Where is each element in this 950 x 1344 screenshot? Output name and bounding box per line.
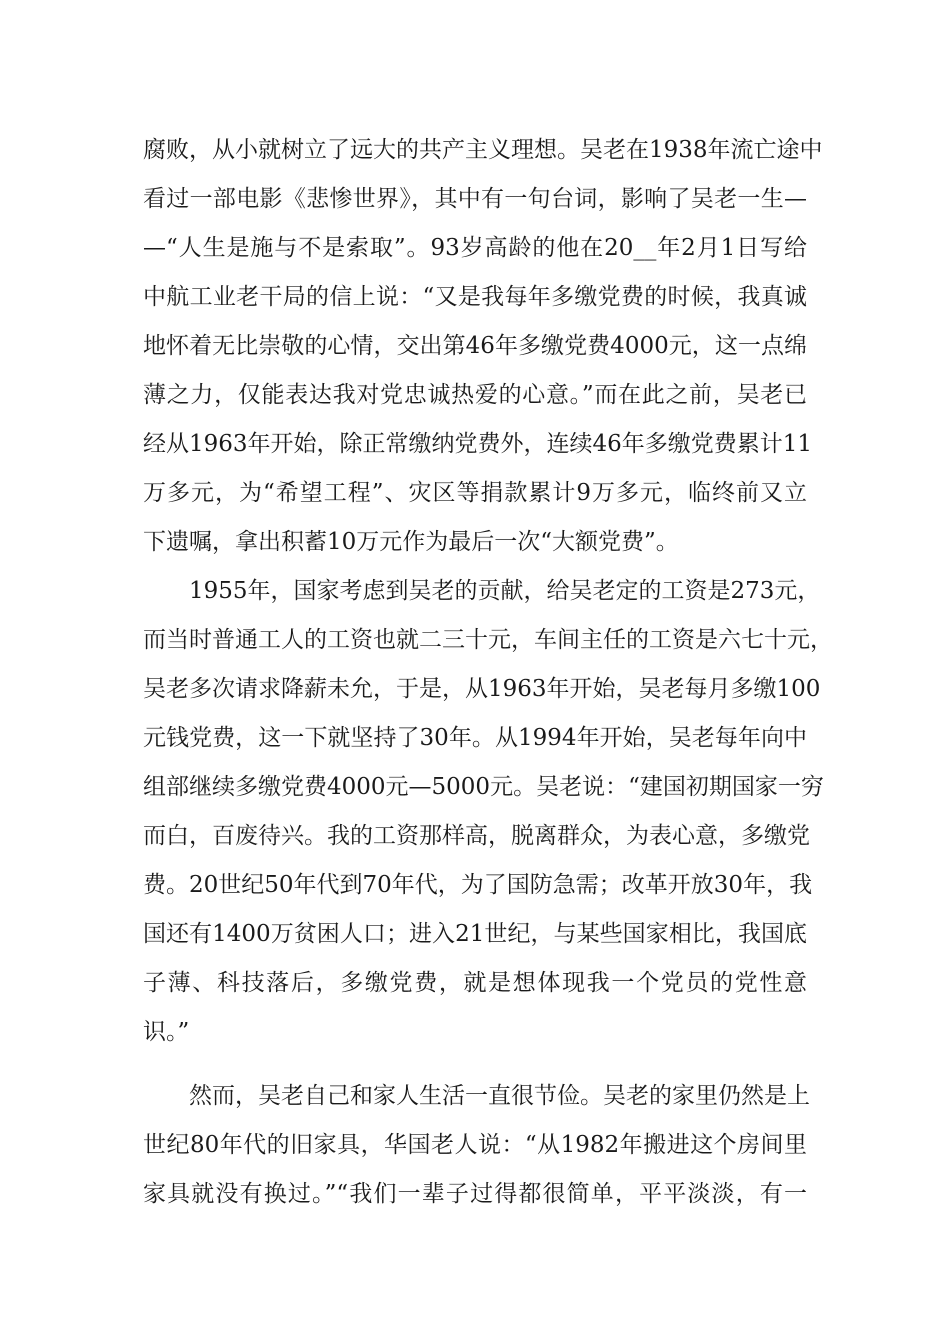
paragraph-2-line-4: 元钱党费，这一下就坚持了30年。从1994年开始，吴老每年向中: [143, 725, 807, 751]
paragraph-1-line-6: 薄之力，仅能表达我对党忠诚热爱的心意。”而在此之前，吴老已: [143, 382, 807, 408]
paragraph-2-line-3: 吴老多次请求降薪未允，于是，从1963年开始，吴老每月多缴100: [143, 676, 821, 702]
paragraph-2-line-7: 费。20世纪50年代到70年代，为了国防急需；改革开放30年，我: [143, 872, 813, 898]
paragraph-1-line-5: 地怀着无比崇敬的心情，交出第46年多缴党费4000元，这一点绵: [143, 333, 807, 359]
paragraph-1-line-1: 腐败，从小就树立了远大的共产主义理想。吴老在1938年流亡途中: [143, 137, 823, 163]
paragraph-3-line-2: 世纪80年代的旧家具，华国老人说：“从1982年搬进这个房间里: [143, 1132, 807, 1158]
paragraph-2-line-2: 而当时普通工人的工资也就二三十元，车间主任的工资是六七十元，: [143, 627, 833, 653]
paragraph-1-line-2: 看过一部电影《悲惨世界》，其中有一句台词，影响了吴老一生—: [143, 186, 807, 212]
paragraph-1-line-9: 下遗嘱，拿出积蓄10万元作为最后一次“大额党费”。: [143, 529, 679, 555]
paragraph-2-line-6: 而白，百废待兴。我的工资那样高，脱离群众，为表心意，多缴党: [143, 823, 810, 849]
paragraph-2-line-9: 子薄、科技落后，多缴党费，就是想体现我一个党员的党性意: [143, 970, 807, 996]
paragraph-2-line-8: 国还有1400万贫困人口；进入21世纪，与某些国家相比，我国底: [143, 921, 807, 947]
paragraph-1-line-8: 万多元，为“希望工程”、灾区等捐款累计9万多元，临终前又立: [143, 480, 807, 506]
paragraph-1-line-4: 中航工业老干局的信上说：“又是我每年多缴党费的时候，我真诚: [143, 284, 807, 310]
paragraph-3-line-1: 然而，吴老自己和家人生活一直很节俭。吴老的家里仍然是上: [189, 1083, 810, 1109]
paragraph-1-line-3: —“人生是施与不是索取”。93岁高龄的他在20__年2月1日写给: [143, 235, 807, 261]
paragraph-3-line-3: 家具就没有换过。”“我们一辈子过得都很简单，平平淡淡，有一: [143, 1181, 807, 1207]
paragraph-2-line-1: 1955年，国家考虑到吴老的贡献，给吴老定的工资是273元，: [189, 578, 821, 604]
paragraph-2-line-5: 组部继续多缴党费4000元—5000元。吴老说：“建国初期国家一穷: [143, 774, 824, 800]
paragraph-2-line-10: 识。”: [143, 1019, 190, 1045]
paragraph-1-line-7: 经从1963年开始，除正常缴纳党费外，连续46年多缴党费累计11: [143, 431, 813, 457]
